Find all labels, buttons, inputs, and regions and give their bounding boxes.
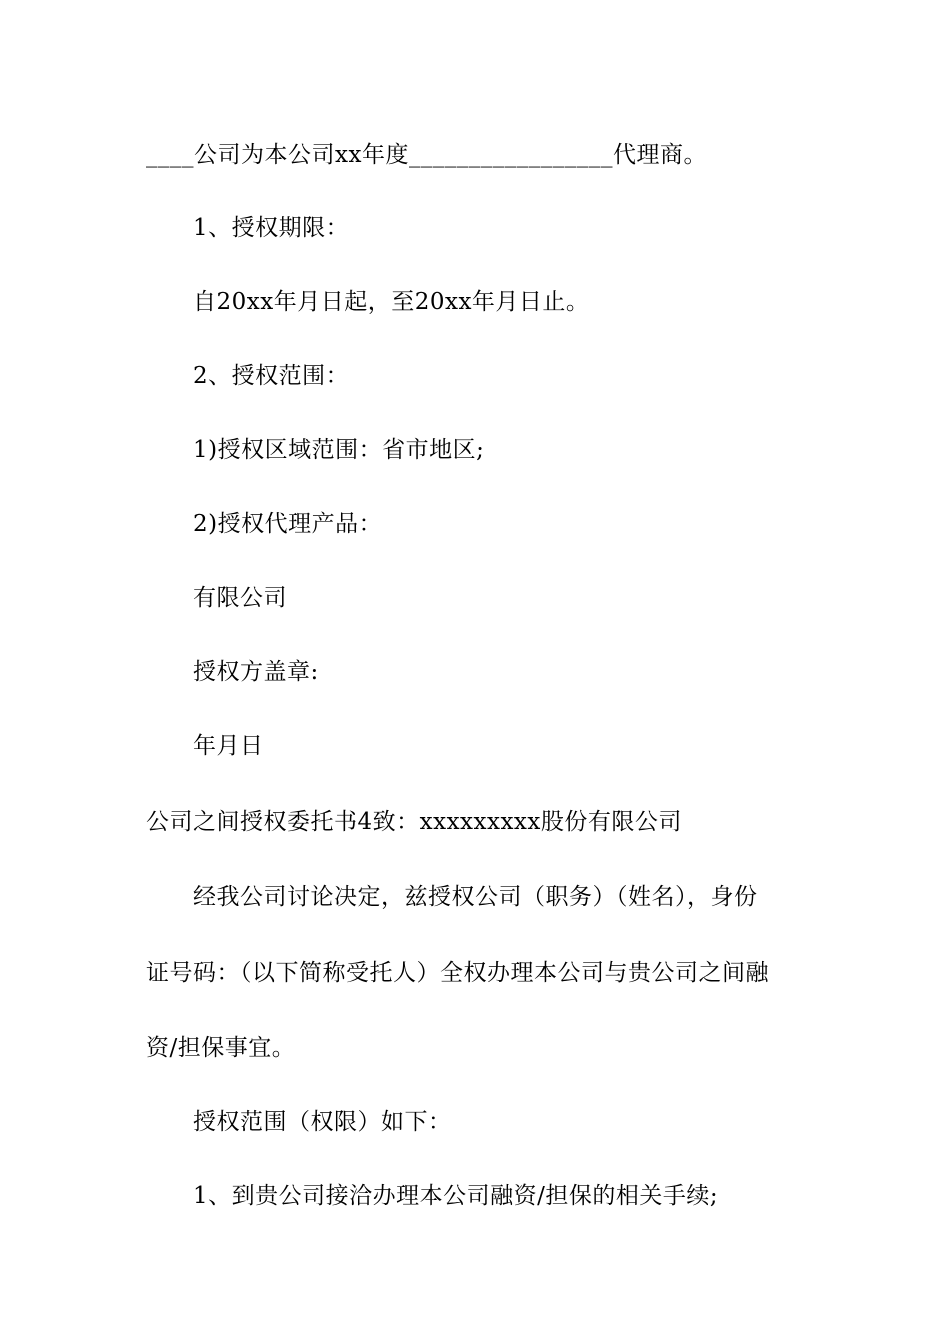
text-line-company: 有限公司: [193, 585, 287, 611]
text-line-authority-item-1: 1、到贵公司接洽办理本公司融资/担保的相关手续;: [193, 1183, 719, 1209]
text-line-date: 年月日: [193, 733, 264, 759]
text-line-region-scope: 1)授权区域范围：省市地区;: [193, 437, 485, 463]
section-title-authorization-4: 公司之间授权委托书4致：xxxxxxxxx股份有限公司: [146, 809, 682, 835]
text-line-designation: ____公司为本公司xx年度_________________代理商。: [146, 142, 707, 168]
text-line-financing: 资/担保事宜。: [146, 1035, 296, 1061]
text-line-id-number: 证号码：（以下简称受托人）全权办理本公司与贵公司之间融: [146, 960, 769, 986]
text-line-term-dates: 自20xx年月日起，至20xx年月日止。: [193, 289, 590, 315]
text-line-scope-heading: 2、授权范围：: [193, 363, 350, 389]
text-line-products: 2)授权代理产品：: [193, 511, 383, 537]
text-line-seal: 授权方盖章:: [193, 659, 319, 685]
text-line-decision: 经我公司讨论决定，兹授权公司（职务）（姓名），身份: [193, 884, 758, 910]
text-line-term-heading: 1、授权期限：: [193, 215, 350, 241]
text-line-authority-heading: 授权范围（权限）如下：: [193, 1109, 452, 1135]
